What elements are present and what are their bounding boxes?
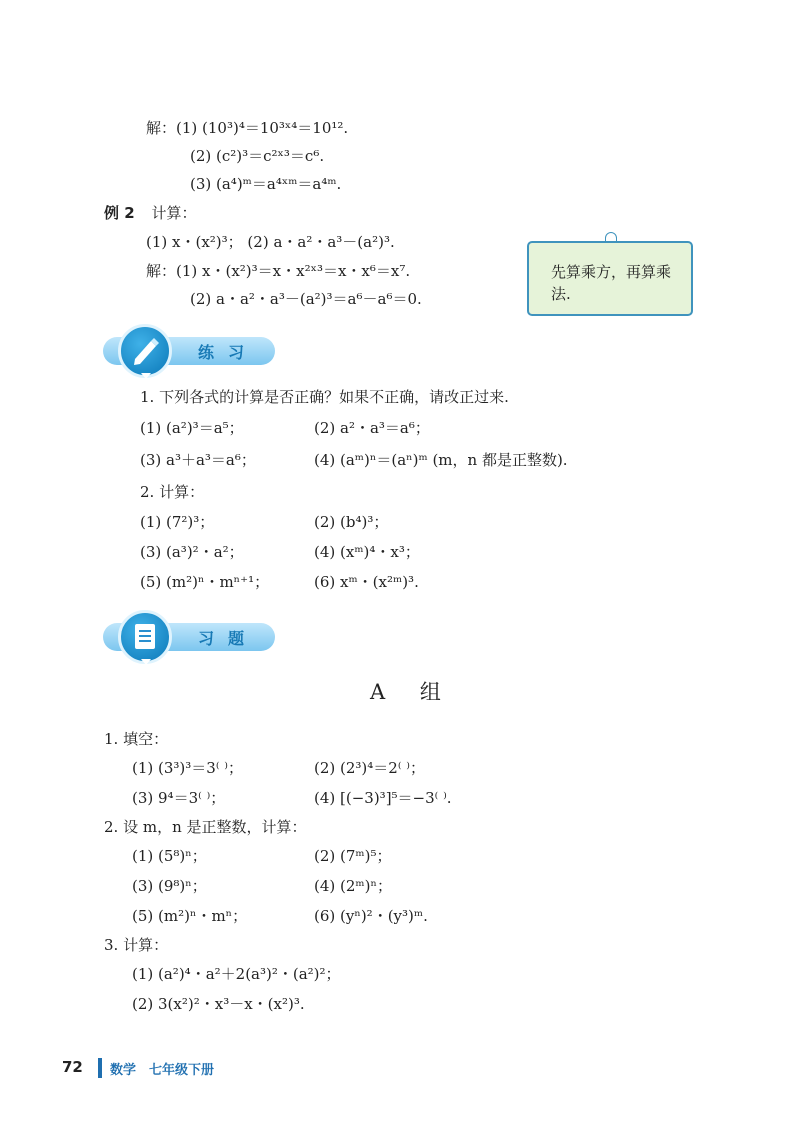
exercise-q2-item: (2) (7ᵐ)⁵；: [314, 847, 392, 865]
exercises-tag-label: 习题: [198, 629, 259, 648]
practice-q2-item: (3) (a³)²・a²；: [140, 543, 244, 561]
exercise-q2-item: (1) (5⁸)ⁿ；: [132, 847, 207, 865]
practice-q1-item: (3) a³＋a³＝a⁶；: [140, 451, 256, 469]
practice-q2-item: (5) (m²)ⁿ・mⁿ⁺¹；: [140, 573, 270, 591]
practice-q1-item: (1) (a²)³＝a⁵；: [140, 419, 244, 437]
solution-line-3: (3) (a⁴)ᵐ＝a⁴ˣᵐ＝a⁴ᵐ.: [190, 175, 342, 193]
exercise-q2: 2. 设 m，n 是正整数，计算：: [104, 818, 307, 836]
exercise-q1-item: (4) [(−3)³]⁵＝−3⁽ ⁾.: [314, 789, 452, 807]
practice-tag-label: 练习: [198, 343, 259, 362]
solution-line-1: 解：(1) (10³)⁴＝10³ˣ⁴＝10¹².: [146, 119, 349, 137]
practice-q2-item: (6) xᵐ・(x²ᵐ)³.: [314, 573, 419, 591]
group-title: A 组: [370, 680, 455, 704]
exercise-q2-item: (5) (m²)ⁿ・mⁿ；: [132, 907, 248, 925]
notebook-icon: [118, 610, 172, 664]
practice-q1-item: (4) (aᵐ)ⁿ＝(aⁿ)ᵐ (m，n 都是正整数).: [314, 451, 568, 469]
practice-q2-item: (4) (xᵐ)⁴・x³；: [314, 543, 420, 561]
pencil-icon: [118, 324, 172, 378]
solution-line-2: (2) (c²)³＝c²ˣ³＝c⁶.: [190, 147, 325, 165]
chevron-down-icon: [141, 373, 151, 379]
practice-q2: 2. 计算：: [140, 483, 205, 501]
example-2-solution-2: (2) a・a²・a³－(a²)³＝a⁶－a⁶＝0.: [190, 290, 422, 308]
exercise-q3-item: (2) 3(x²)²・x³－x・(x²)³.: [132, 995, 305, 1013]
example-2-title: 计算：: [151, 204, 197, 222]
page-number: 72: [62, 1058, 83, 1076]
exercise-q3-item: (1) (a²)⁴・a²＋2(a³)²・(a²)²；: [132, 965, 341, 983]
chevron-down-icon: [141, 659, 151, 665]
example-2-problems: (1) x・(x²)³； (2) a・a²・a³－(a²)³.: [146, 233, 395, 251]
exercise-q3: 3. 计算：: [104, 936, 169, 954]
exercise-q2-item: (3) (9⁸)ⁿ；: [132, 877, 207, 895]
example-2-heading: [104, 202, 196, 224]
note-text: 先算乘方，再算乘法.: [551, 263, 672, 303]
exercise-q2-item: (4) (2ᵐ)ⁿ；: [314, 877, 392, 895]
exercise-q1-item: (2) (2³)⁴＝2⁽ ⁾；: [314, 759, 425, 777]
exercise-q1: 1. 填空：: [104, 730, 169, 748]
exercise-q1-item: (3) 9⁴＝3⁽ ⁾；: [132, 789, 226, 807]
exercise-q1-item: (1) (3³)³＝3⁽ ⁾；: [132, 759, 243, 777]
note-box: [527, 241, 693, 316]
example-2-solution-1: 解：(1) x・(x²)³＝x・x²ˣ³＝x・x⁶＝x⁷.: [146, 262, 411, 280]
practice-q1: 1. 下列各式的计算是否正确？如果不正确，请改正过来.: [140, 388, 509, 406]
footer-divider: [98, 1058, 102, 1078]
practice-q2-item: (1) (7²)³；: [140, 513, 215, 531]
practice-q1-item: (2) a²・a³＝a⁶；: [314, 419, 430, 437]
example-2-label: 例 2: [104, 204, 135, 222]
exercise-q2-item: (6) (yⁿ)²・(y³)ᵐ.: [314, 907, 428, 925]
book-title: 数学 七年级下册: [110, 1063, 215, 1078]
practice-q2-item: (2) (b⁴)³；: [314, 513, 389, 531]
